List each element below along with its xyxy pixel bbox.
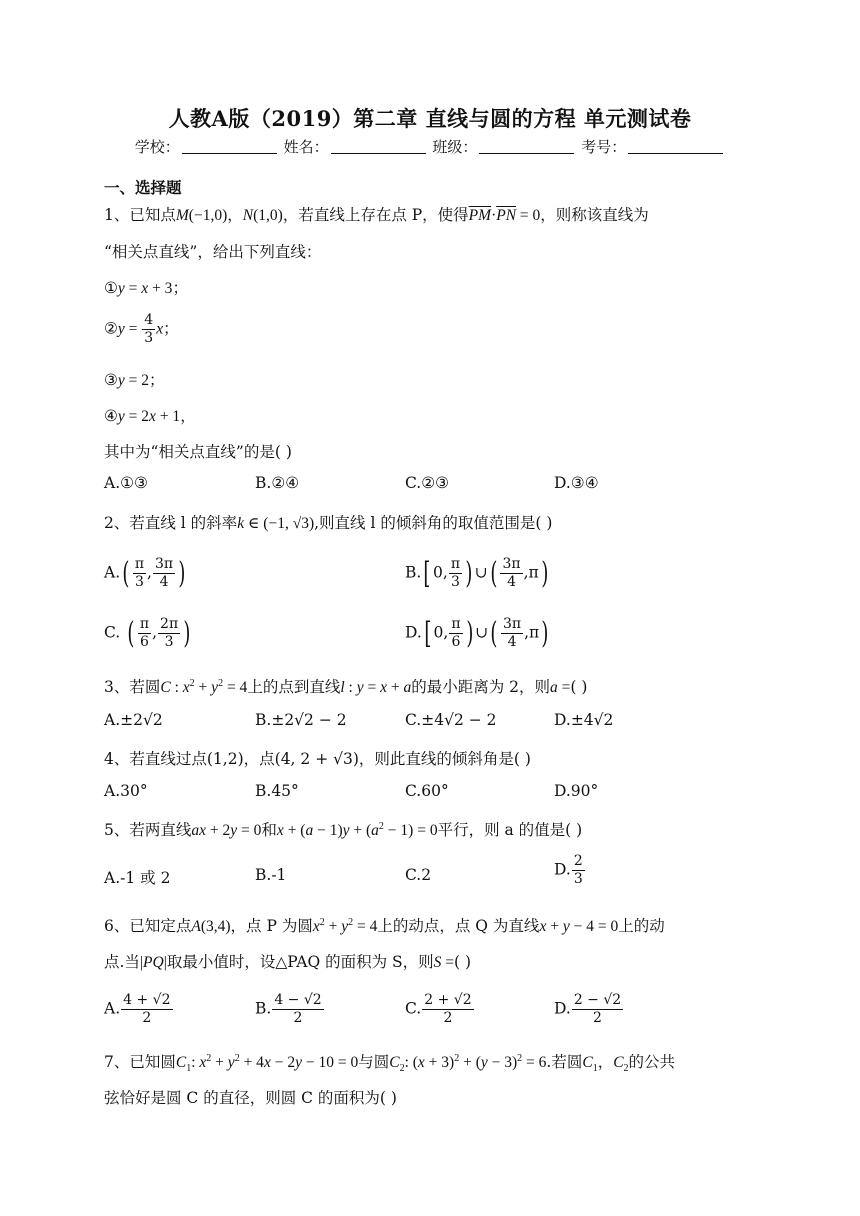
question-5: 5、若两直线ax + 2y = 0和$x + (a - 1)y + (a^2 - 1) = 0$平行，则 a 的值是( ) (104, 820, 583, 839)
school-blank[interactable] (182, 139, 277, 154)
option-d[interactable]: D. $\frac{2 - √2}{2}$ (554, 992, 622, 1026)
question-7-line-2: 弦恰好是圆 C 的直径，则圆 C 的面积为( ) (104, 1089, 397, 1107)
option-d[interactable]: D. $\frac{2}{3}$ (554, 853, 583, 887)
math: M(−1,0) (175, 207, 228, 224)
option-c[interactable]: C.±4√2 − 2 (405, 711, 497, 729)
section-heading: 一、选择题 (104, 178, 182, 197)
option-a[interactable]: A.-1 或 2 (104, 869, 171, 887)
question-2: 2、若直线 l 的斜率k ∈ (−1, √3),则直线 l 的倾斜角的取值范围是( ) (104, 514, 553, 532)
question-6: 6、已知定点A(3,4)，点 P 为圆$x^2 + y^2 = 4$上的动点，点 Q 为直线x + y − 4 = 0上的动 (104, 916, 665, 935)
school-label: 学校： (134, 138, 180, 156)
option-b[interactable]: B.±2√2 − 2 (255, 711, 347, 729)
name-blank[interactable] (331, 139, 426, 154)
option-d[interactable]: D.±4√2 (554, 711, 614, 729)
choice-item-3: ③y = 2； (104, 371, 165, 389)
page-title: 人教A版（2019）第二章 直线与圆的方程 单元测试卷 (168, 106, 692, 131)
choice-item-2: ②y = $\frac{4}{3}$ x； (104, 312, 179, 346)
option-d[interactable]: D.90° (554, 782, 599, 800)
option-d[interactable]: D.[ 0, $\frac{\pi}{6}$ ) ∪( $\frac{3\pi}{4}$ ,π) (405, 615, 549, 651)
option-b[interactable]: B.[ 0, $\frac{\pi}{3}$ ) ∪( $\frac{3\pi}{4}$ ,π) (405, 555, 549, 591)
student-info-line (0, 136, 860, 157)
exam-no-label: 考号： (581, 138, 627, 156)
name-label: 姓名： (283, 138, 329, 156)
option-b[interactable]: B.②④ (255, 474, 300, 492)
class-label: 班级： (432, 138, 478, 156)
class-blank[interactable] (479, 139, 574, 154)
math: N(1,0) (242, 207, 283, 224)
option-a[interactable]: A.①③ (104, 474, 148, 492)
option-c[interactable]: C. $\frac{2 + √2}{2}$ (405, 992, 472, 1026)
option-d[interactable]: D.③④ (554, 474, 599, 492)
question-1-line-2: “相关点直线”，给出下列直线： (104, 243, 322, 261)
question-7: 7、已知圆$C_1$: $x^2 + y^2 + 4x - 2y - 10 = 0$与圆$C_2$: $(x + 3)^2 + (y - 3)^2 = 6$.若圆$C_1$，$C_2$的公共 (104, 1052, 676, 1075)
option-a[interactable]: A.±2√2 (104, 711, 163, 729)
option-a[interactable]: A.( $\frac{\pi}{3}$ , $\frac{3\pi}{4}$ ) (104, 555, 186, 591)
option-a[interactable]: A. $\frac{4 + √2}{2}$ (104, 992, 171, 1026)
question-6-line-2: 点.当|PQ|取最小值时，设△PAQ 的面积为 S，则S =( ) (104, 953, 472, 971)
question-1: 1、已知点M(−1,0)，N(1,0)，若直线上存在点 P，使得$\overline{PM}\cdot\overline{PN} = 0$，则称该直线为 (104, 206, 649, 224)
option-b[interactable]: B.-1 (255, 866, 287, 884)
choice-item-1: ①y = x + 3； (104, 279, 188, 297)
question-3: 3、若圆C : $x^2 + y^2 = 4$上的点到直线l : y = x + a的最小距离为 2，则a =( ) (104, 677, 588, 696)
option-a[interactable]: A.30° (104, 782, 148, 800)
option-c[interactable]: C.②③ (405, 474, 450, 492)
question-4: 4、若直线过点(1,2)，点(4, 2 + √3)，则此直线的倾斜角是( ) (104, 750, 531, 768)
question-1-ask: 其中为“相关点直线”的是( ) (104, 443, 292, 461)
math: $\overline{PM}\cdot\overline{PN} = 0$ (468, 207, 541, 224)
option-b[interactable]: B.45° (255, 782, 299, 800)
option-c[interactable]: C.2 (405, 866, 432, 884)
option-b[interactable]: B. $\frac{4 - √2}{2}$ (255, 992, 322, 1026)
option-c[interactable]: C.60° (405, 782, 449, 800)
option-c[interactable]: C. ( $\frac{\pi}{6}$ , $\frac{2\pi}{3}$ ) (104, 615, 191, 651)
choice-item-4: ④y = 2x + 1， (104, 407, 196, 425)
exam-no-blank[interactable] (628, 139, 723, 154)
